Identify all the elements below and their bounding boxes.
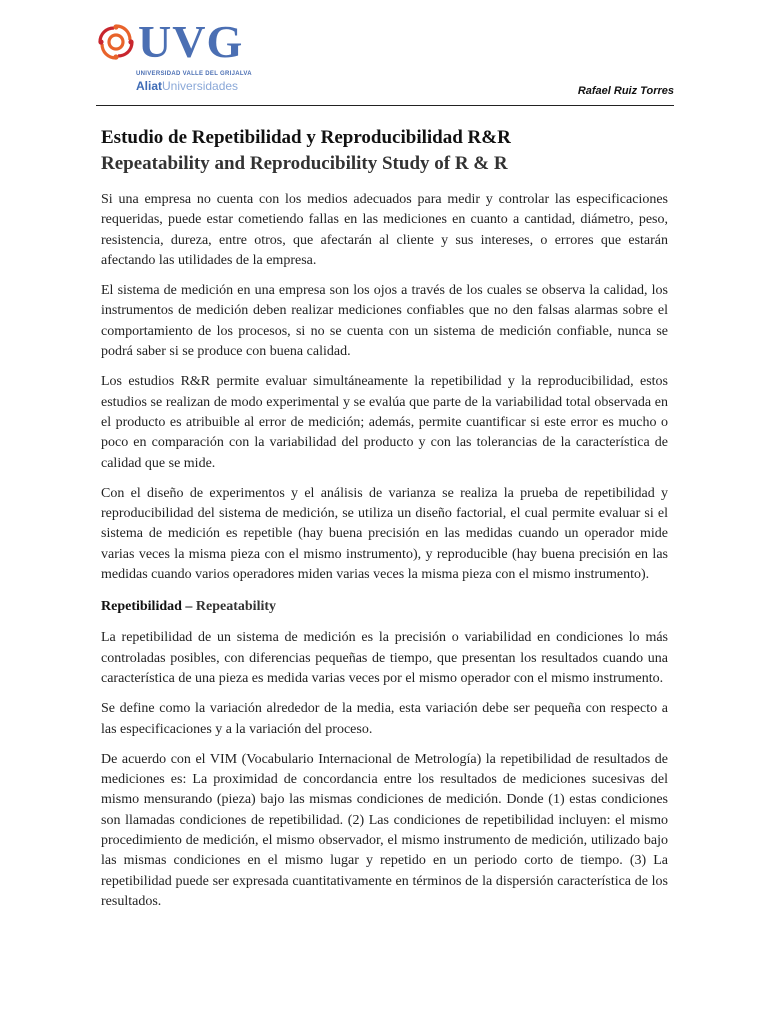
document-title: Estudio de Repetibilidad y Reproducibilidad R&R [101,127,511,148]
paragraph: Los estudios R&R permite evaluar simultáneamente la repetibilidad y la reproducibilidad, estos estudios se realizan de modo experimental y se evalúa que parte de la variabilidad total observada en el producto es atribuible al error de medición; además, permite cuantificar si este error es mucho o poco en comparación con la variabilidad del producto y con las tolerancias de la característica de calidad que se mide. [101,374,668,471]
logo-wordmark: UVG [138,16,244,67]
header-divider [96,105,674,106]
paragraph: Con el diseño de experimentos y el análisis de varianza se realiza la prueba de repetibilidad y reproducibilidad del sistema de medición, se utiliza un diseño factorial, el cual permite evaluar si el sistema de medición es repetible (hay buena precisión en las medidas cuando un operador mide varias veces la misma pieza con el mismo instrumento), y reproducible (hay buena precisión en las medidas cuando varios operadores miden varias veces la misma pieza con el mismo instrumento). [101,485,668,583]
section-heading-es: Repetibilidad [101,599,182,615]
section-heading-en: Repeatability [195,599,277,615]
section-heading [101,597,668,617]
logo-aliat-bold: Aliat [136,79,163,93]
paragraph: Si una empresa no cuenta con los medios adecuados para medir y controlar las especificaciones requeridas, puede estar cometiendo fallas en las mediciones en cuanto a cantidad, diámetro, peso, resistencia, dureza, entre otros, que afectarán al cliente y sus intereses, o errores que estarán afectando las utilidades de la empresa. [101,192,668,268]
document-body [101,126,668,912]
document-subtitle: Repeatability and Reproducibility Study of R & R [101,153,508,174]
logo-aliat-light: Universidades [162,79,239,93]
paragraph: La repetibilidad de un sistema de medición es la precisión o variabilidad en condiciones lo más controladas posibles, con diferencias pequeñas de tiempo, que presentan los resultados cuando una característica de una pieza es medida varias veces por el mismo operador con el mismo instrumento. [101,630,668,686]
paragraph: El sistema de medición en una empresa son los ojos a través de los cuales se observa la calidad, los instrumentos de medición deben realizar mediciones confiables que no den falsas alarmas sobre el comportamiento de los procesos, si no se cuenta con un sistema de medición confiable, nunca se podrá saber si se produce con buena calidad. [101,283,668,360]
section-heading-dash: – [181,599,196,615]
author-name: Rafael Ruiz Torres [577,85,674,97]
uvg-emblem-icon [96,22,136,62]
paragraph: De acuerdo con el VIM (Vocabulario Internacional de Metrología) la repetibilidad de resultados de mediciones es: La proximidad de concordancia entre los resultados de mediciones sucesivas del mismo mensurando (pieza) bajo las mismas condiciones de medición. Donde (1) estas condiciones son llamadas condiciones de repetibilidad. (2) Las condiciones de repetibilidad incluyen: el mismo procedimiento de medición, el mismo observador, el mismo instrumento de medición, utilizado bajo las mismas condiciones en el mismo lugar y repetido en un periodo corto de tiempo. (3) La repetibilidad puede ser expresada cuantitativamente en términos de la dispersión característica de los resultados. [101,751,668,909]
page-header [0,0,768,110]
uvg-logo [96,16,266,93]
logo-subtitle: UNIVERSIDAD VALLE DEL GRIJALVA [136,71,252,77]
logo-aliat [136,79,238,93]
paragraph: Se define como la variación alrededor de la media, esta variación debe ser pequeña con respecto a las especificaciones y a la variación del proceso. [101,701,668,737]
